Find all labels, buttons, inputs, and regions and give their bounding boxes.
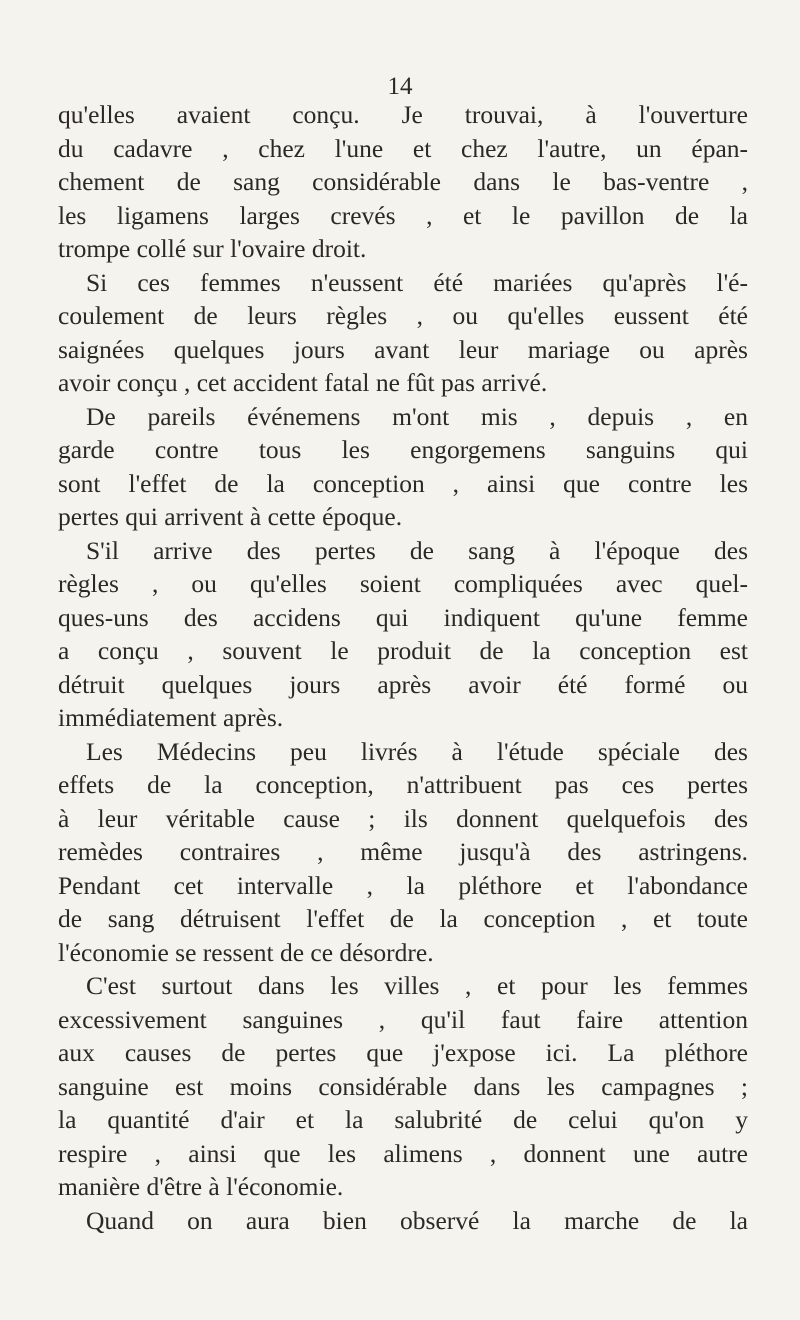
- text-line: qu'elles avaient conçu. Je trouvai, à l'ouverture: [58, 100, 748, 129]
- text-line: avoir conçu , cet accident fatal ne fût pas arrivé.: [58, 368, 548, 397]
- text-line: effets de la conception, n'attribuent pas ces pertes: [58, 770, 748, 799]
- text-line: C'est surtout dans les villes , et pour les femmes: [86, 971, 748, 1000]
- text-line: Quand on aura bien observé la marche de la: [86, 1205, 748, 1235]
- text-line: l'économie se ressent de ce désordre.: [58, 937, 434, 967]
- text-line: détruit quelques jours après avoir été formé ou: [58, 669, 748, 699]
- text-line: pertes qui arrivent à cette époque.: [58, 502, 403, 531]
- text-line: ques-uns des accidens qui indiquent qu'une femme: [58, 602, 748, 632]
- text-line: du cadavre , chez l'une et chez l'autre, un épan-: [58, 133, 748, 163]
- text-line: manière d'être à l'économie.: [58, 1172, 344, 1201]
- text-line: chement de sang considérable dans le bas-ventre ,: [58, 167, 748, 196]
- text-line: règles , ou qu'elles soient compliquées avec quel-: [58, 569, 748, 598]
- text-line: a conçu , souvent le produit de la conception est: [58, 636, 748, 665]
- text-line: Si ces femmes n'eussent été mariées qu'après l'é-: [86, 267, 748, 297]
- body-text: [58, 98, 748, 1237]
- text-line: Les Médecins peu livrés à l'étude spéciale des: [86, 736, 748, 766]
- text-line: la quantité d'air et la salubrité de celui qu'on y: [58, 1105, 748, 1134]
- text-line: sont l'effet de la conception , ainsi que contre les: [58, 468, 748, 498]
- text-line: Pendant cet intervalle , la pléthore et l'abondance: [58, 870, 748, 900]
- text-line: de sang détruisent l'effet de la conception , et toute: [58, 904, 748, 933]
- text-line: les ligamens larges crevés , et le pavillon de la: [58, 200, 748, 230]
- text-line: à leur véritable cause ; ils donnent quelquefois des: [58, 803, 748, 833]
- text-line: sanguine est moins considérable dans les campagnes ;: [58, 1071, 748, 1101]
- text-line: garde contre tous les engorgemens sanguins qui: [58, 435, 748, 464]
- text-line: remèdes contraires , même jusqu'à des astringens.: [58, 837, 748, 866]
- text-line: excessivement sanguines , qu'il faut faire attention: [58, 1004, 748, 1034]
- text-line: aux causes de pertes que j'expose ici. La pléthore: [58, 1038, 748, 1067]
- text-line: immédiatement après.: [58, 703, 284, 732]
- page-number: 14: [387, 73, 413, 100]
- text-line: coulement de leurs règles , ou qu'elles eussent été: [58, 301, 748, 330]
- text-line: saignées quelques jours avant leur mariage ou après: [58, 334, 748, 364]
- text-line: trompe collé sur l'ovaire droit.: [58, 234, 367, 263]
- text-line: S'il arrive des pertes de sang à l'époque des: [86, 535, 748, 565]
- text-line: respire , ainsi que les alimens , donnent une autre: [58, 1138, 748, 1168]
- text-line: De pareils événemens m'ont mis , depuis , en: [86, 401, 748, 431]
